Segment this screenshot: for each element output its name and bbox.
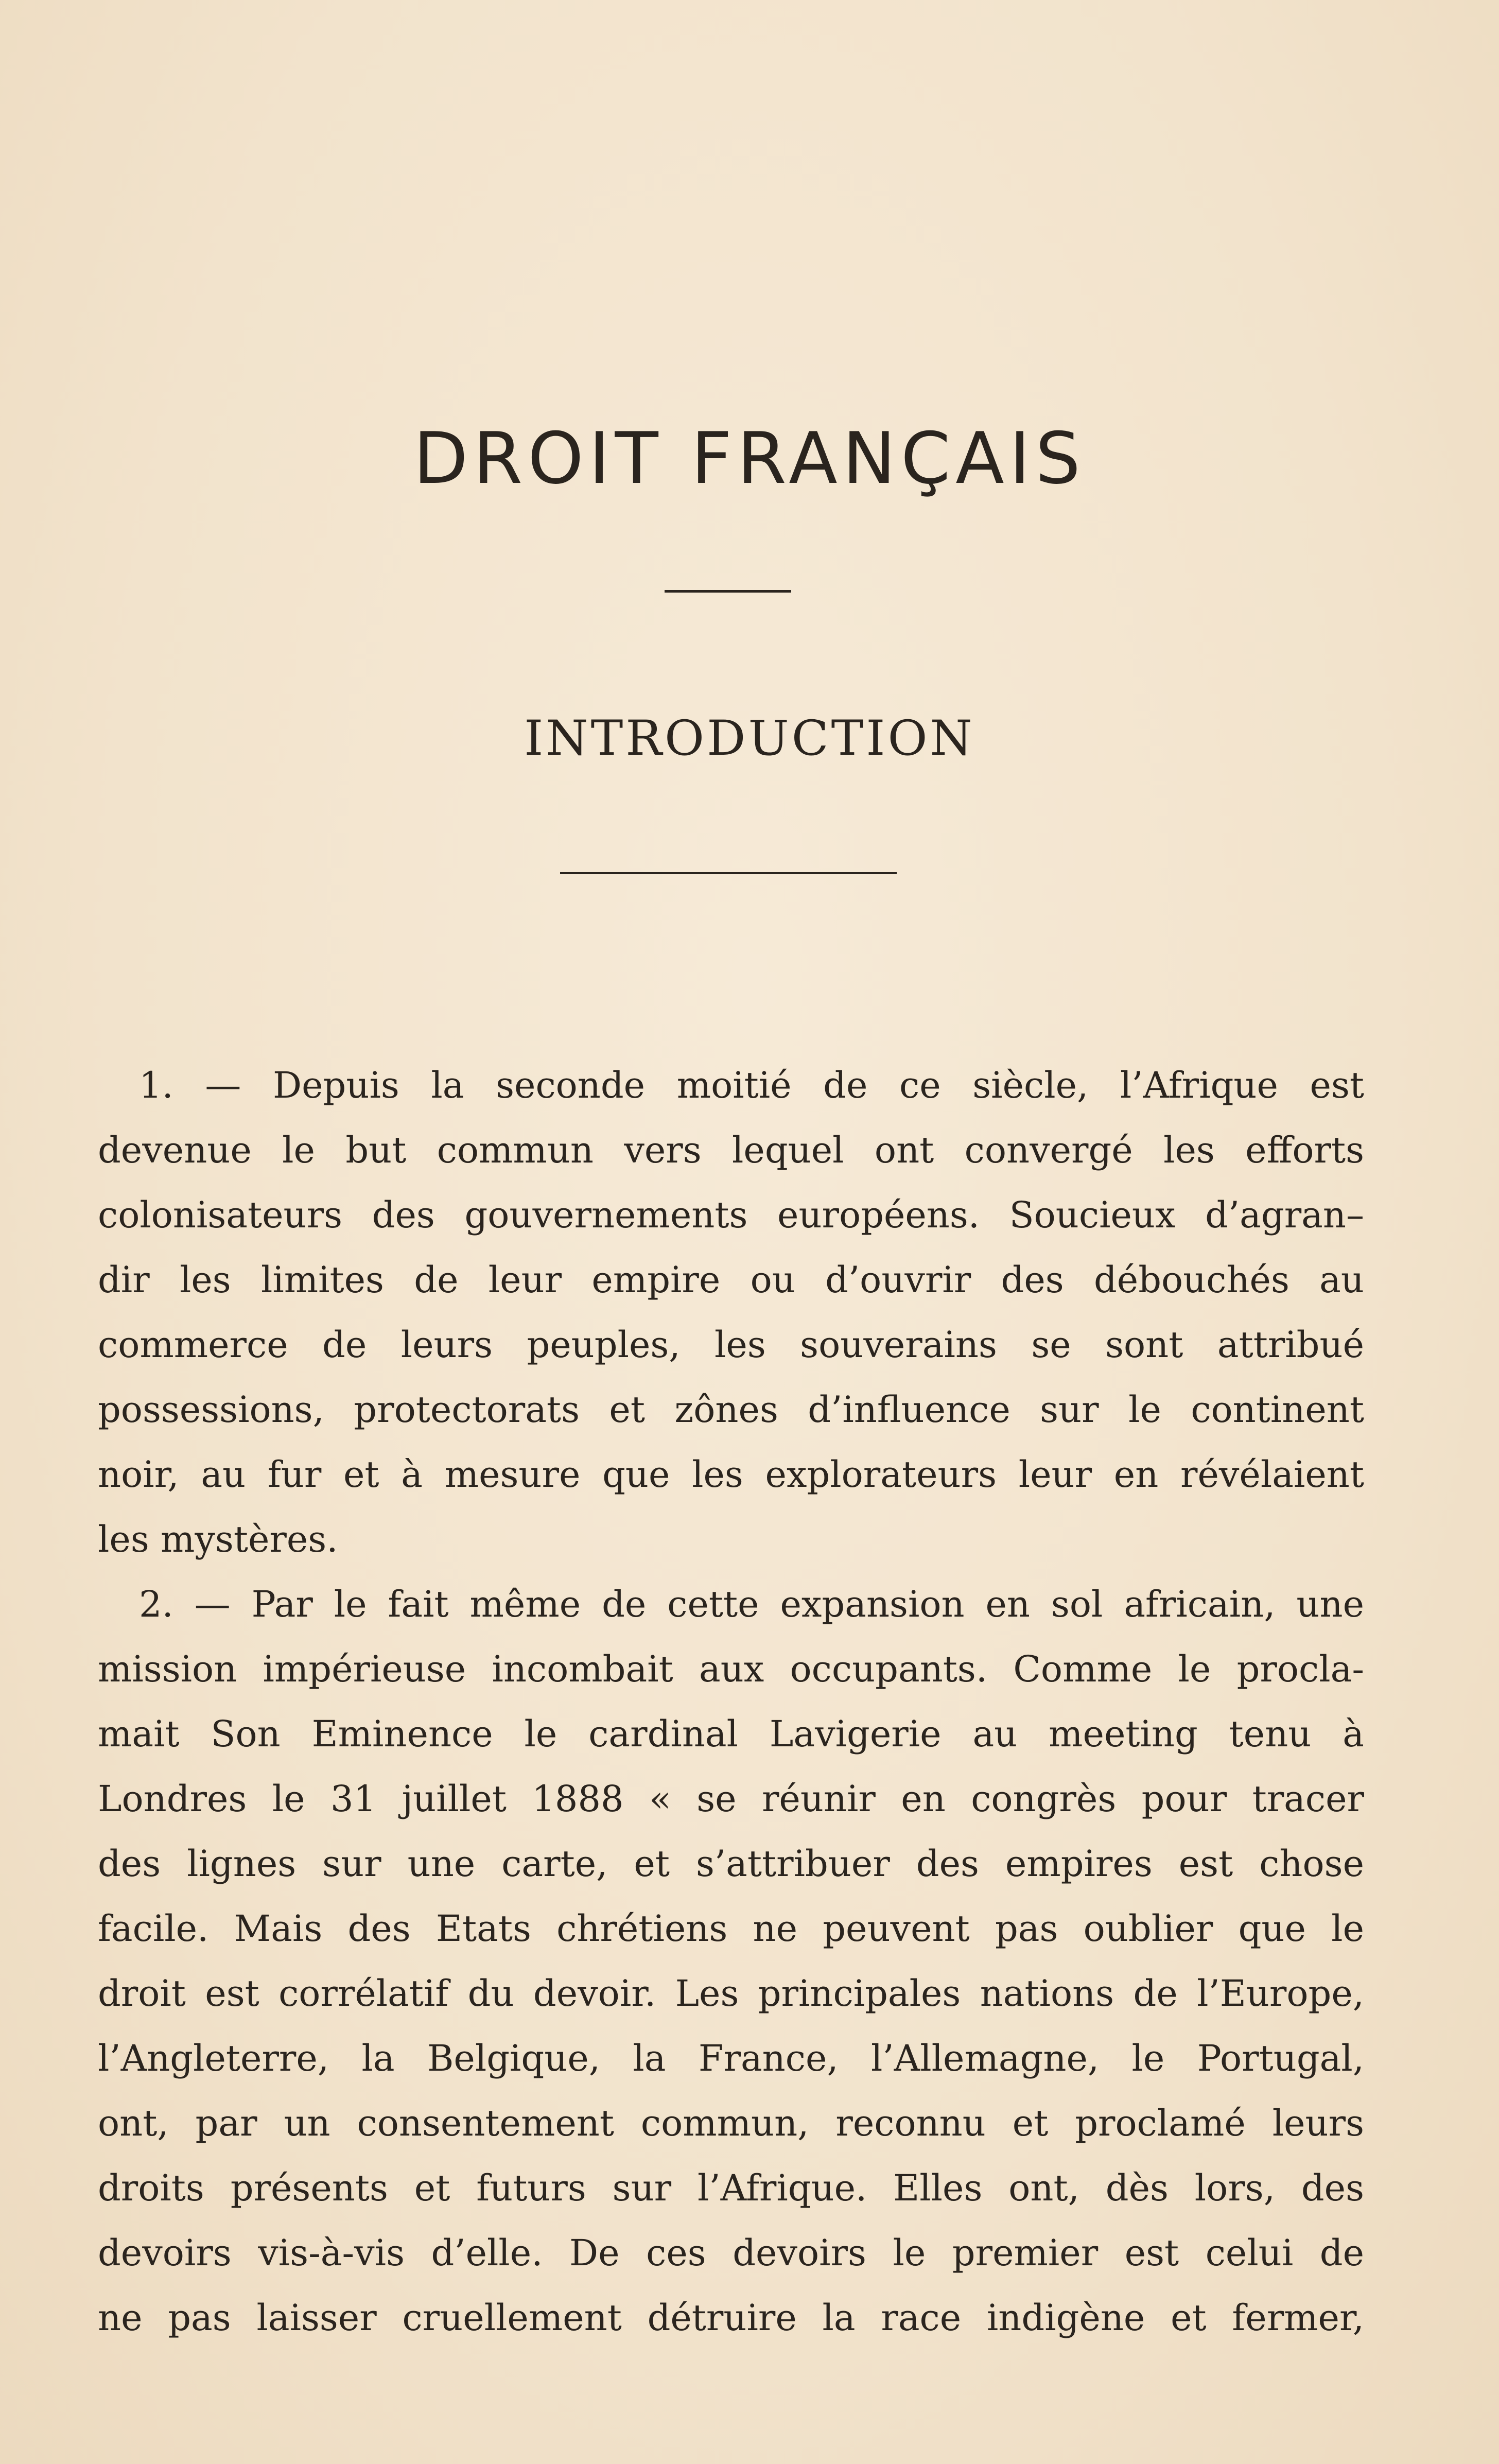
text-line: dir les limites de leur empire ou d’ouvrir des débouchés au xyxy=(98,1259,1364,1301)
text-line: mission impérieuse incombait aux occupants. Comme le procla- xyxy=(98,1648,1364,1690)
text-line: droit est corrélatif du devoir. Les principales nations de l’Europe, xyxy=(98,1972,1364,2015)
text-line: devenue le but commun vers lequel ont convergé les efforts xyxy=(98,1129,1364,1171)
text-line: mait Son Eminence le cardinal Lavigerie au meeting tenu à xyxy=(98,1713,1364,1755)
text-line: droits présents et futurs sur l’Afrique. Elles ont, dès lors, des xyxy=(98,2167,1364,2209)
text-line: 1. — Depuis la seconde moitié de ce siècle, l’Afrique est xyxy=(139,1064,1364,1106)
text-line: Londres le 31 juillet 1888 « se réunir en congrès pour tracer xyxy=(98,1778,1364,1820)
text-line: noir, au fur et à mesure que les explorateurs leur en révélaient xyxy=(98,1453,1364,1496)
page-title: DROIT FRANÇAIS xyxy=(413,417,1086,500)
text-line: ne pas laisser cruellement détruire la race indigène et fermer, xyxy=(98,2297,1364,2339)
text-line: possessions, protectorats et zônes d’influence sur le continent xyxy=(98,1389,1364,1431)
text-line: l’Angleterre, la Belgique, la France, l’Allemagne, le Portugal, xyxy=(98,2037,1364,2079)
text-line: colonisateurs des gouvernements européens. Soucieux d’agran– xyxy=(98,1194,1364,1236)
text-line: devoirs vis-à-vis d’elle. De ces devoirs le premier est celui de xyxy=(98,2232,1364,2274)
text-line: facile. Mais des Etats chrétiens ne peuvent pas oublier que le xyxy=(98,1907,1364,1950)
text-line: 2. — Par le fait même de cette expansion en sol africain, une xyxy=(139,1583,1364,1625)
text-line: des lignes sur une carte, et s’attribuer des empires est chose xyxy=(98,1843,1364,1885)
section-divider xyxy=(560,872,897,874)
text-line: les mystères. xyxy=(98,1518,338,1560)
text-line: commerce de leurs peuples, les souverains se sont attribué xyxy=(98,1324,1364,1366)
title-divider xyxy=(665,590,791,593)
body-text xyxy=(98,1053,1364,2350)
text-line: ont, par un consentement commun, reconnu et proclamé leurs xyxy=(98,2102,1364,2144)
section-title: INTRODUCTION xyxy=(524,710,975,767)
